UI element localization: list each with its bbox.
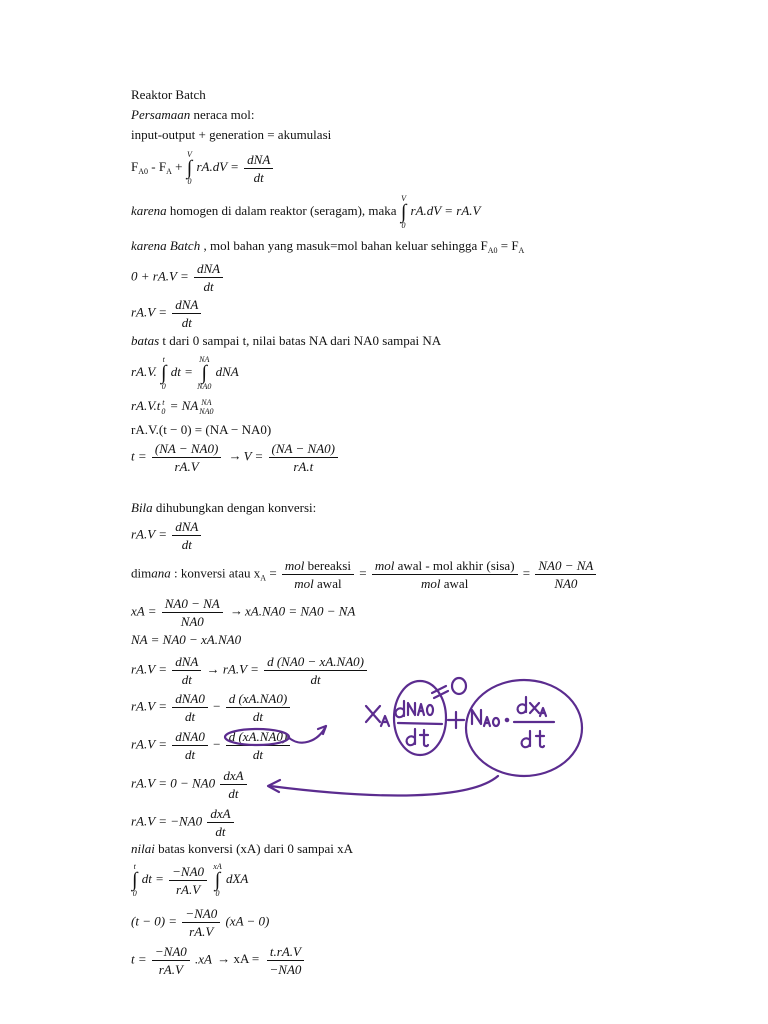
integral-equation: rA.V. t ∫ 0 dt = NA ∫ NA0 dNA <box>131 355 239 391</box>
eq-t-and-v: t = $\frac{(NA - NA0)}{rA.V}$ → V = $\frac{(NA - NA0)}{rA.t}$ <box>131 440 340 475</box>
eq-final: t = $\frac{-NA0}{rA.V}$ .xA → xA = $\frac{t.rA.V}{-NA0}$ <box>131 943 306 978</box>
homogeneous-line: karena homogen di dalam reaktor (seragam), maka V ∫ 0 rA.dV = rA.V <box>131 194 481 230</box>
batch-line: karena Batch , mol bahan yang masuk=mol bahan keluar sehingga $F_{A0} = F_A$ <box>131 238 525 255</box>
eq-rav: rA.V = $\frac{\text{dNA}}{dt}$ <box>131 296 203 331</box>
eq-rav-substitution: rA.V = $\frac{\text{dNA}}{dt}$ → rA.V = $\frac{d (NA0 - xA.NA0)}{dt}$ <box>131 653 369 688</box>
equation-heading: Persamaan neraca mol: <box>131 107 255 122</box>
eq-rav-2: rA.V = $\frac{\text{dNA}}{dt}$ <box>131 518 203 553</box>
eq-t-minus-0: rA.V.(t − 0) = (NA − NA0) <box>131 422 272 437</box>
evaluated-equation: rA.V.t t 0 = NA NA NA0 <box>131 398 214 417</box>
mole-balance-equation: $F_{A0} - F_A$ + V ∫ 0 rA.dV = $\frac{\text{dNA}}{dt}$ <box>131 150 275 186</box>
document-title: Reaktor Batch <box>131 87 206 102</box>
batas-line: batas t dari 0 sampai t, nilai batas NA dari NA0 sampai NA <box>131 333 442 348</box>
nilai-line: nilai batas konversi (xA) dari 0 sampai xA <box>131 841 354 856</box>
bila-line: Bila dihubungkan dengan konversi: <box>131 500 317 515</box>
conversion-integral: t ∫ 0 dt = $\frac{-NA0}{rA.V}$ xA ∫ 0 dXA <box>132 862 249 898</box>
conversion-definition: dimana : konversi atau $x_A$ = $\frac{\text{mol bereaksi}}{\text{mol awal}}$ = $\frac{\text{mol awal - mol akhir (sisa)}}{\text{mol awal}}$ = $\frac{NA0 - NA}{NA0}$ <box>131 557 598 592</box>
eq-rav-neg: rA.V = −NA0 $\frac{\text{dxA}}{dt}$ <box>131 805 236 840</box>
eq-rav-split-2: rA.V = $\frac{\text{dNA0}}{dt}$ − $\frac{d (xA.NA0)}{dt}$ <box>131 728 292 763</box>
balance-statement: input-output + generation = akumulasi <box>131 127 332 142</box>
eq-rav-split-1: rA.V = $\frac{\text{dNA0}}{dt}$ − $\frac{d (xA.NA0)}{dt}$ <box>131 690 292 725</box>
eq-zero-plus: 0 + rA.V = $\frac{\text{dNA}}{dt}$ <box>131 260 225 295</box>
eq-rav-zero-minus: rA.V = 0 − NA0 $\frac{\text{dxA}}{dt}$ <box>131 767 249 802</box>
eq-t0: (t − 0) = $\frac{-NA0}{rA.V}$ (xA − 0) <box>131 906 270 939</box>
eq-xa: xA = $\frac{NA0 - NA}{NA0}$ → xA.NA0 = NA0 − NA <box>131 596 356 629</box>
eq-na: NA = NA0 − xA.NA0 <box>131 632 242 647</box>
